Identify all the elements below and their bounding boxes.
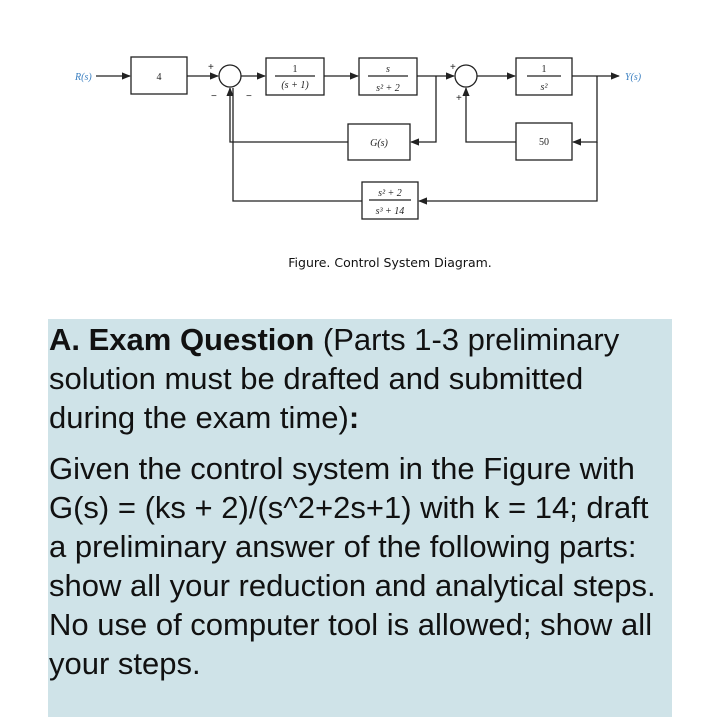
block2-numerator: s	[386, 64, 390, 75]
block3-numerator: 1	[541, 64, 547, 75]
summing-junction-2	[455, 65, 477, 87]
block2-denominator: s² + 2	[376, 83, 400, 94]
block1-numerator: 1	[292, 64, 298, 75]
summing-junction-1	[219, 65, 241, 87]
question-body: Given the control system in the Figure with G(s) = (ks + 2)/(s^2+2s+1) with k = 14; draft a preliminary answer of the following parts: show all your reduction and analytical steps. No use of computer tool is allowed; show all your steps.	[49, 451, 656, 681]
question-title-rest: (Parts 1-3 preliminary solution must be drafted and submitted during the exam time)	[49, 322, 620, 435]
junction1-top-sign: +	[208, 62, 214, 73]
question-heading	[49, 320, 668, 437]
output-signal-label: Y(s)	[625, 72, 642, 83]
junction2-top-sign: +	[450, 62, 456, 73]
feedback-denominator: s³ + 14	[375, 206, 405, 217]
wire-feedback-transfer-to-sum1	[233, 88, 362, 201]
figure-caption: Figure. Control System Diagram.	[288, 255, 492, 270]
block3-denominator: s²	[540, 82, 548, 93]
feedback-numerator: s² + 2	[378, 188, 402, 199]
question-colon: :	[348, 400, 360, 435]
block1-denominator: (s + 1)	[281, 80, 309, 91]
wire-to-feedback-gain	[573, 76, 597, 142]
input-signal-label: R(s)	[75, 72, 92, 83]
junction1-left-sign: −	[246, 91, 252, 102]
wire-feedback-gain-to-sum2	[466, 88, 516, 142]
gs-label: G(s)	[370, 138, 388, 149]
question-title: A. Exam Question	[49, 322, 315, 357]
question-panel	[48, 319, 672, 717]
feedback-gain-value: 50	[539, 137, 549, 148]
gain-value: 4	[156, 72, 162, 83]
junction2-bottom-sign: +	[456, 93, 462, 104]
block-diagram	[0, 0, 720, 250]
junction1-bottom-sign: −	[211, 91, 217, 102]
